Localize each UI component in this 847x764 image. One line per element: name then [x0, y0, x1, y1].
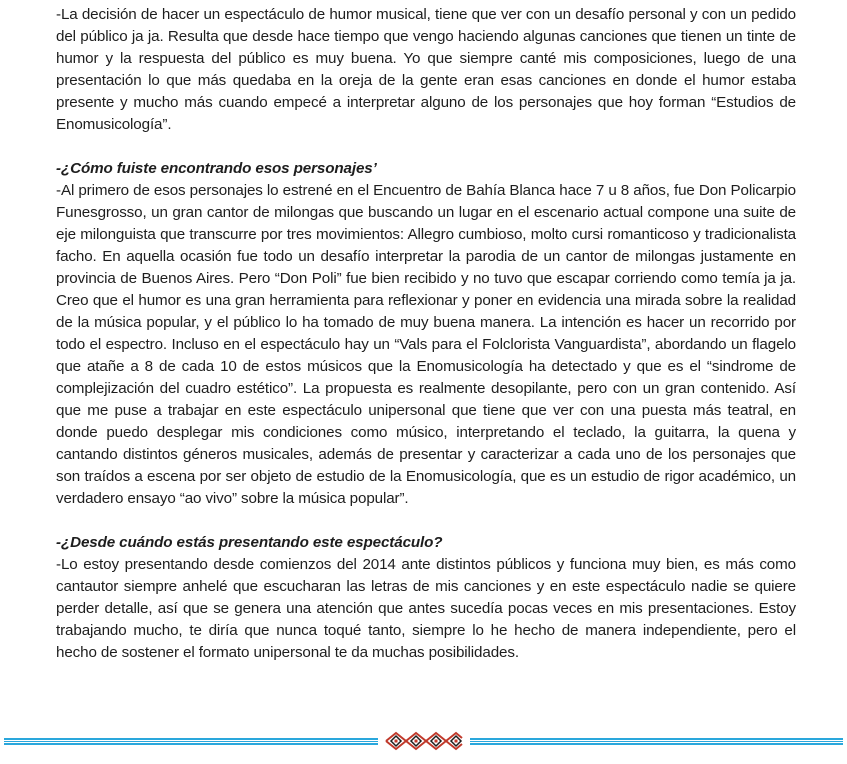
- question-heading-2: -¿Cómo fuiste encontrando esos personajes’: [56, 160, 377, 177]
- diamond-pattern-icon: [384, 730, 464, 752]
- footer-rule-right: [470, 738, 843, 745]
- article-body: [56, 4, 796, 664]
- answer-paragraph-3: -Lo estoy presentando desde comienzos del 2014 ante distintos públicos y funciona muy bien, es más como cantautor siempre anhelé que escucharan las letras de mis canciones y en este espectáculo nadie se quiere perder detalle, así que se genera una atención que antes sucedía pocas veces en mis presentaciones. Estoy trabajando mucho, te diría que nunca toqué tanto, siempre lo he hecho de manera independiente, pero el hecho de sostener el formato unipersonal te da muchas posibilidades.: [56, 556, 796, 661]
- page-footer-divider: [0, 730, 847, 752]
- answer-paragraph-2: -Al primero de esos personajes lo estrené en el Encuentro de Bahía Blanca hace 7 u 8 años, fue Don Policarpio Funesgrosso, un gran cantor de milongas que buscando un lugar en el escenario actual compone una suite de eje milonguista que transcurre por tres movimientos: Allegro cumbioso, molto cursi romanticoso y tradicionalista facho. En aquella ocasión fue todo un desafío interpretar la parodia de un cantor de milongas justamente en provincia de Buenos Aires. Pero “Don Poli” fue bien recibido y no tuvo que escapar corriendo como temía ja ja. Creo que el humor es una gran herramienta para reflexionar y poner en evidencia una mirada sobre la realidad de la música popular, y el público lo ha tomado de muy buena manera. La intención es hacer un recorrido por todo el espectro. Incluso en el espectáculo hay un “Vals para el Folclorista Vanguardista”, abordando un flagelo que atañe a 8 de cada 10 de estos músicos que la Enomusicología ha detectado y que es el “sindrome de complejización del cuadro estético”. La propuesta es realmente desopilante, pero con un gran contenido. Así que me puse a trabajar en este espectáculo unipersonal que tiene que ver con una puesta más teatral, en donde puedo desplegar mis condiciones como músico, interpretando el teclado, la guitarra, la quena y cantando distintos géneros musicales, además de presentar y caracterizar a cada uno de los personajes que son traídos a escena por ser objeto de estudio de la Enomusicología, que es un estudio de rigor académico, un verdadero ensayo “ao vivo” sobre la música popular”.: [56, 182, 796, 507]
- footer-rule-left: [4, 738, 378, 745]
- question-heading-3: -¿Desde cuándo estás presentando este espectáculo?: [56, 534, 443, 551]
- answer-paragraph-1: -La decisión de hacer un espectáculo de humor musical, tiene que ver con un desafío personal y con un pedido del público ja ja. Resulta que desde hace tiempo que vengo haciendo algunas canciones que tienen un tinte de humor y la respuesta del público es muy buena. Yo que siempre canté mis composiciones, luego de una presentación lo que más quedaba en la oreja de la gente eran esas canciones en donde el humor estaba presente y mucho más cuando empecé a interpretar alguno de los personajes que hoy forman “Estudios de Enomusicología”.: [56, 6, 796, 133]
